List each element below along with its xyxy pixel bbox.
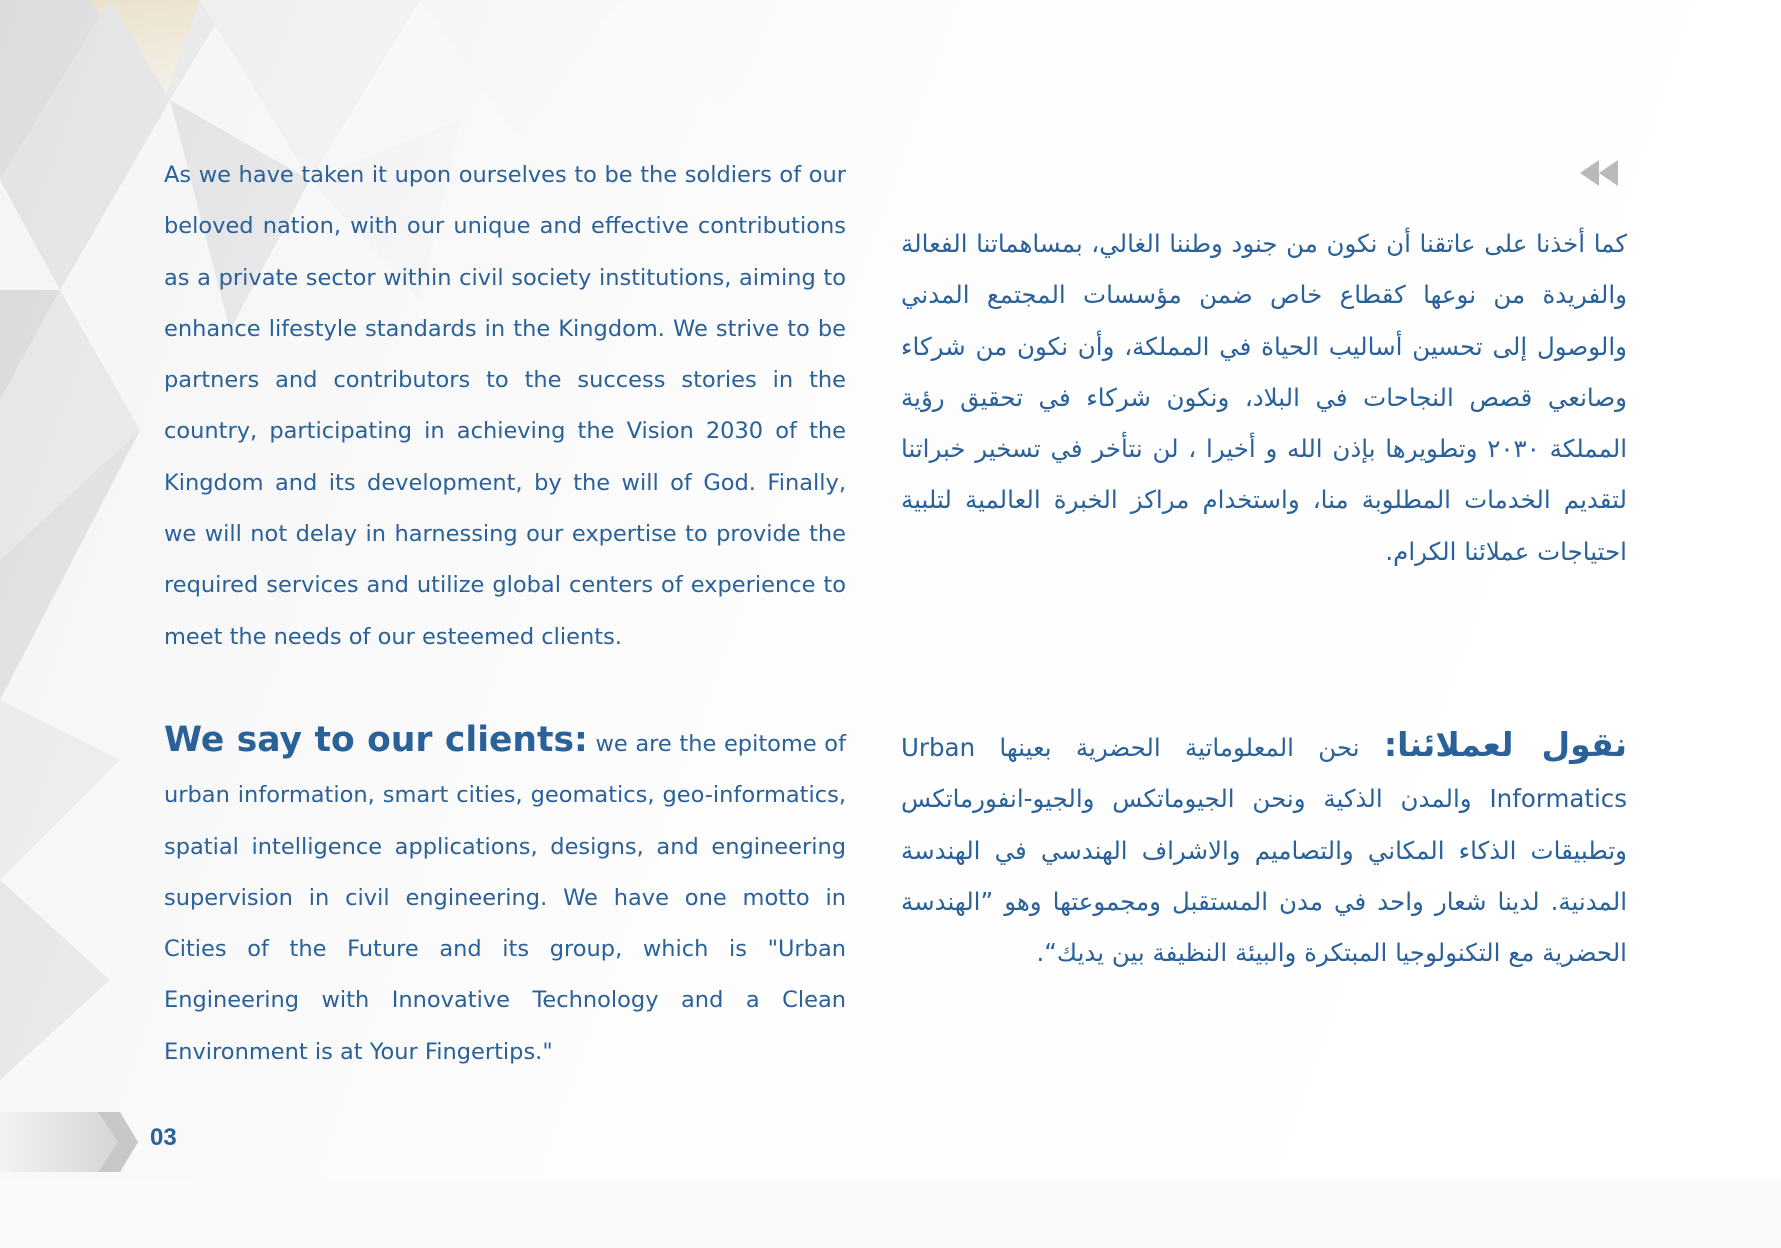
page-number: 03 <box>150 1124 177 1151</box>
arabic-clients-paragraph <box>901 719 1627 978</box>
arabic-clients-body: نحن المعلوماتية الحضرية بعينها Urban Informatics والمدن الذكية ونحن الجيوماتكس والجيو-انفورماتكس وتطبيقات الذكاء المكاني والتصاميم والاشراف الهندسي في الهندسة المدنية. لدينا شعار واحد في مدن المستقبل ومجموعتها وهو ”الهندسة الحضرية مع التكنولوجيا المبتكرة والبيئة النظيفة بين يديك“. <box>901 733 1627 968</box>
english-clients-paragraph <box>164 715 846 1078</box>
chevron-tab-icon <box>0 1112 140 1172</box>
english-intro-paragraph: As we have taken it upon ourselves to be the soldiers of our beloved nation, with our unique and effective contributions as a private sector within civil society institutions, aiming to enhance lifestyle standards in the Kingdom. We strive to be partners and contributors to the success stories in the country, participating in achieving the Vision 2030 of the Kingdom and its development, by the will of God. Finally, we will not delay in harnessing our expertise to provide the required services and utilize global centers of experience to meet the needs of our esteemed clients. <box>164 162 846 650</box>
arabic-intro-paragraph: كما أخذنا على عاتقنا أن نكون من جنود وطننا الغالي، بمساهماتنا الفعالة والفريدة من نوعها كقطاع خاص ضمن مؤسسات المجتمع المدني والوصول إلى تحسين أساليب الحياة في المملكة، وأن نكون من شركاء وصانعي قصص النجاحات في البلاد، ونكون شركاء في تحقيق رؤية المملكة ٢٠٣٠ وتطويرها بإذن الله و أخيرا ، لن نتأخر في تسخير خبراتنا لتقديم الخدمات المطلوبة منا، واستخدام مراكز الخبرة العالمية لتلبية احتياجات عملائنا الكرام. <box>901 229 1628 566</box>
double-left-arrow-icon <box>1580 160 1620 186</box>
arabic-clients-heading: نقول لعملائنا: <box>1383 725 1627 764</box>
english-clients-body: we are the epitome of urban information, smart cities, geomatics, geo-informatics, spatial intelligence applications, designs, and engineering supervision in civil engineering. We have one motto in Cities of the Future and its group, which is "Urban Engineering with Innovative Technology and a Clean Environment is at Your Fingertips." <box>164 731 846 1065</box>
english-clients-heading: We say to our clients: <box>164 720 588 760</box>
